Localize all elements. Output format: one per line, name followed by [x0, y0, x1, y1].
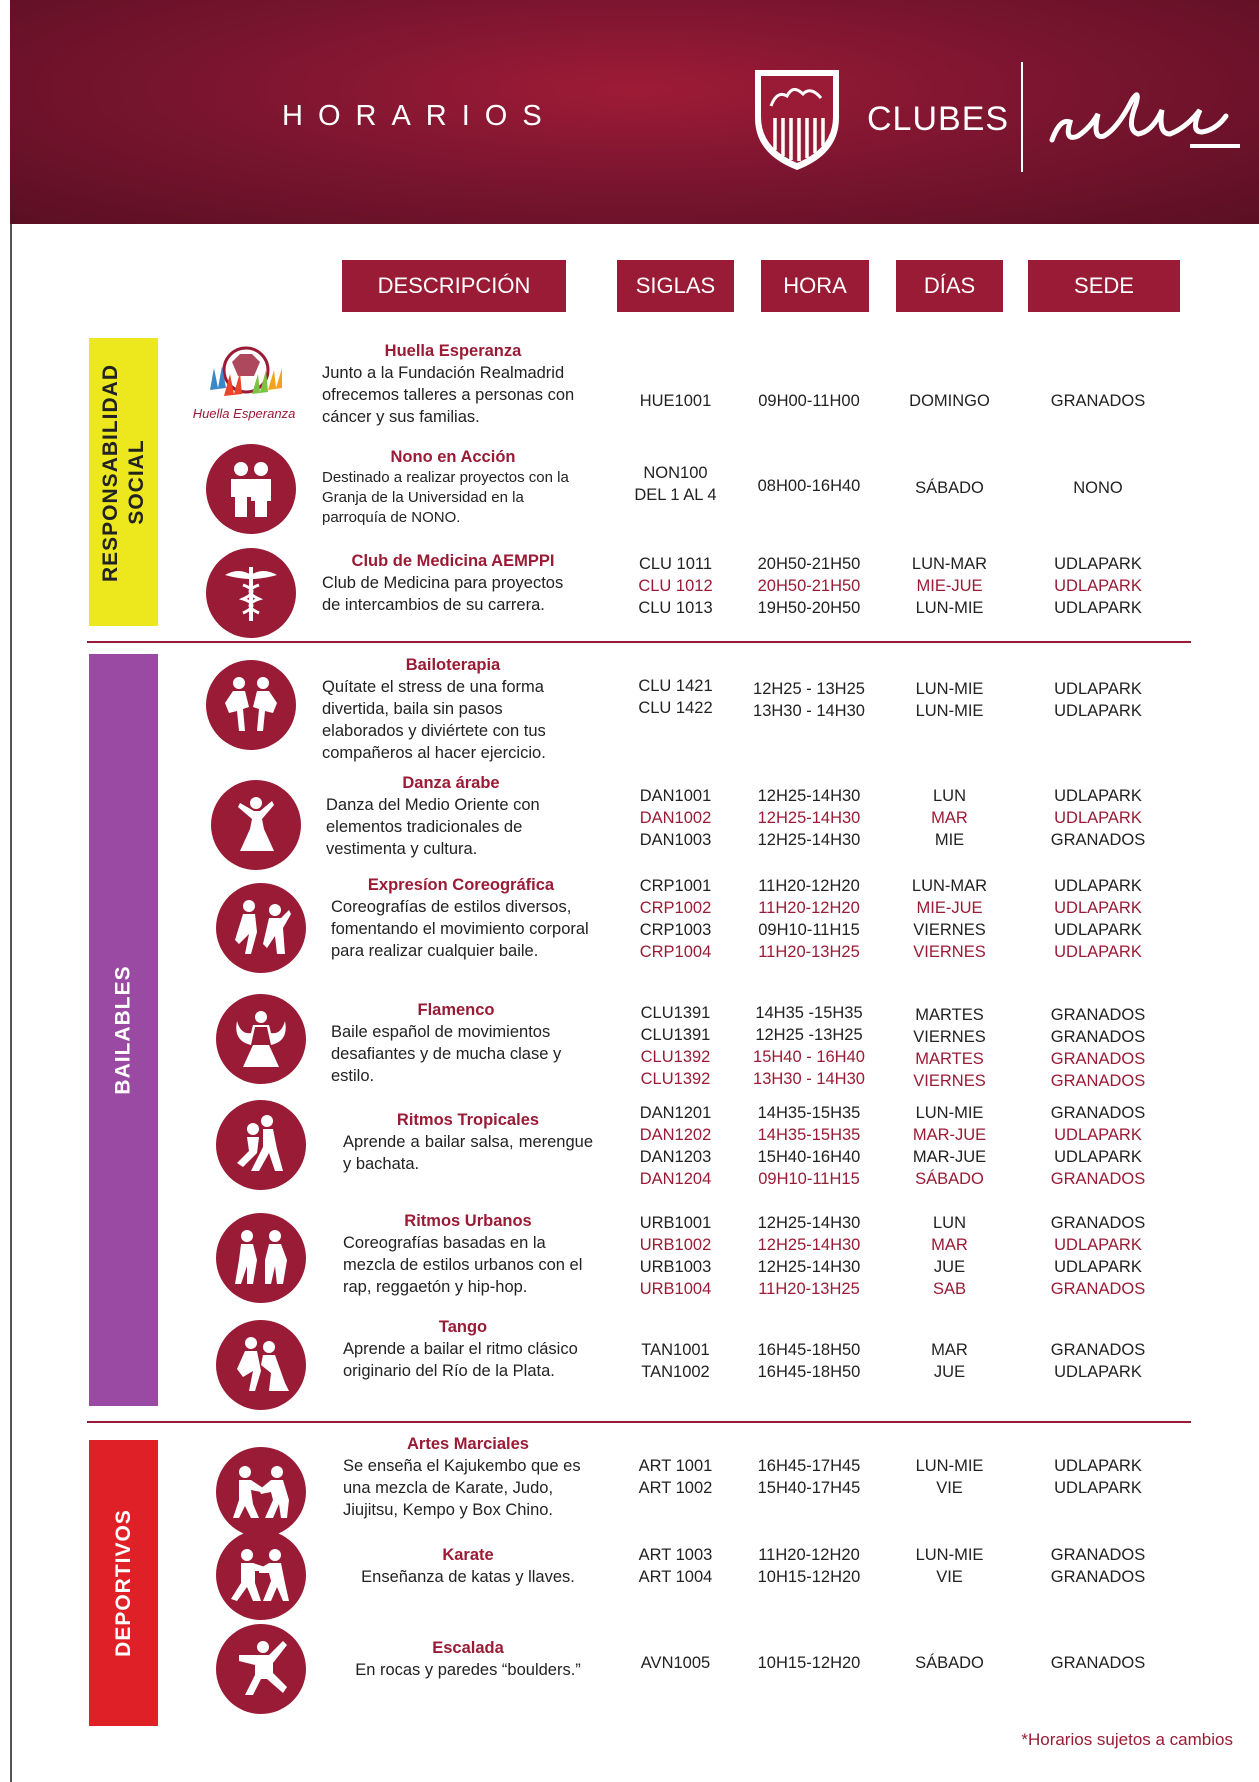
- dias-value: MAR: [931, 1341, 968, 1359]
- salsa-couple-icon: [216, 1100, 306, 1190]
- choreography-icon: [216, 883, 306, 973]
- cell-sede: [1028, 1652, 1168, 1674]
- people-icon: [206, 444, 296, 534]
- sede-value: UDLAPARK: [1054, 877, 1142, 895]
- cell-hora: [746, 1455, 872, 1499]
- hora-value: 20H50-21H50: [757, 555, 861, 573]
- sede-value: GRANADOS: [1050, 1028, 1146, 1046]
- siglas-value: CLU1391: [640, 1004, 711, 1022]
- hora-value: 09H10-11H15: [758, 1170, 860, 1188]
- siglas-value: DAN1002: [639, 809, 712, 827]
- dias-value: LUN-MIE: [915, 702, 984, 720]
- club-description: [343, 1316, 583, 1382]
- cell-siglas: [617, 1544, 734, 1588]
- cell-siglas: [617, 1652, 734, 1674]
- dias-value: LUN-MAR: [911, 555, 988, 573]
- siglas-value: CLU 1012: [638, 577, 713, 595]
- cell-dias: [896, 1544, 1003, 1588]
- club-text: En rocas y paredes “boulders.”: [355, 1661, 581, 1679]
- sede-value: GRANADOS: [1050, 1104, 1146, 1122]
- dias-value: SAB: [932, 1280, 967, 1298]
- dancers-icon: [206, 660, 296, 750]
- siglas-value: CLU1392: [640, 1070, 711, 1088]
- page-title: HORARIOS: [282, 100, 557, 132]
- category-label: DEPORTIVOS: [111, 1509, 135, 1657]
- club-text: Junto a la Fundación Realmadrid ofrecemos talleres a personas con cáncer y sus familias.: [322, 364, 575, 426]
- siglas-value: CLU1391: [640, 1026, 711, 1044]
- siglas-value: URB1003: [639, 1258, 712, 1276]
- siglas-value: DAN1201: [639, 1104, 712, 1122]
- hora-value: 14H35 -15H35: [755, 1004, 863, 1022]
- dias-value: LUN-MIE: [915, 599, 984, 617]
- club-description: [322, 446, 584, 528]
- karate-icon: [216, 1530, 306, 1620]
- clubes-label: CLUBES: [867, 100, 1010, 138]
- sede-value: GRANADOS: [1050, 1006, 1146, 1024]
- cell-siglas: [617, 1339, 734, 1383]
- hora-value: 12H25-14H30: [757, 809, 861, 827]
- hora-value: 11H20-12H20: [758, 877, 860, 895]
- dias-value: JUE: [933, 1363, 966, 1381]
- dias-value: SÁBADO: [915, 479, 984, 497]
- column-header-siglas: SIGLAS: [617, 260, 734, 312]
- dias-value: MAR-JUE: [912, 1148, 987, 1166]
- siglas-value: URB1004: [639, 1280, 712, 1298]
- category-deportivos: [89, 1440, 158, 1726]
- sede-value: UDLAPARK: [1054, 555, 1142, 573]
- hora-value: 15H40 - 16H40: [753, 1048, 865, 1066]
- siglas-value: DEL 1 AL 4: [634, 486, 717, 504]
- cell-dias: [896, 1102, 1003, 1190]
- urban-dancers-icon: [216, 1213, 306, 1303]
- hora-value: 09H00-11H00: [758, 392, 860, 410]
- dias-value: VIE: [936, 1479, 963, 1497]
- sede-value: GRANADOS: [1050, 1214, 1146, 1232]
- climbing-icon: [216, 1624, 306, 1714]
- cell-hora: [746, 1339, 872, 1383]
- cell-hora: [746, 678, 872, 722]
- belly-dancer-icon: [211, 780, 301, 870]
- hora-value: 12H25-14H30: [757, 831, 861, 849]
- sede-value: UDLAPARK: [1054, 1236, 1142, 1254]
- hora-value: 12H25-14H30: [757, 1258, 861, 1276]
- siglas-value: DAN1003: [639, 831, 712, 849]
- club-description: [326, 772, 576, 860]
- dias-value: SÁBADO: [915, 1654, 984, 1672]
- sede-value: UDLAPARK: [1054, 943, 1142, 961]
- cell-dias: [896, 1339, 1003, 1383]
- sede-value: GRANADOS: [1050, 392, 1146, 410]
- cell-sede: [1028, 1212, 1168, 1300]
- cell-hora: [746, 1544, 872, 1588]
- sede-value: NONO: [1073, 479, 1123, 497]
- sede-value: UDLAPARK: [1054, 1457, 1142, 1475]
- cell-siglas: [617, 1212, 734, 1300]
- cell-dias: [896, 875, 1003, 963]
- header-divider: [1021, 62, 1023, 172]
- footnote: *Horarios sujetos a cambios: [1021, 1730, 1233, 1749]
- sede-value: UDLAPARK: [1054, 921, 1142, 939]
- siglas-value: ART 1003: [638, 1546, 713, 1564]
- cell-hora: [746, 1652, 872, 1674]
- siglas-value: NON100: [643, 464, 708, 482]
- dias-value: MAR: [931, 1236, 968, 1254]
- dias-value: LUN-MIE: [915, 680, 984, 698]
- hora-value: 19H50-20H50: [757, 599, 861, 617]
- dias-value: VIERNES: [913, 1028, 986, 1046]
- cell-sede: [1028, 1004, 1168, 1092]
- sede-value: GRANADOS: [1050, 1280, 1146, 1298]
- cell-dias: [896, 1455, 1003, 1499]
- sede-value: UDLAPARK: [1054, 577, 1142, 595]
- club-text: Destinado a realizar proyectos con la Granja de la Universidad en la parroquía de NONO.: [322, 469, 569, 526]
- cell-sede: [1028, 1102, 1168, 1190]
- hora-value: 12H25 - 13H25: [753, 680, 865, 698]
- cell-siglas: [617, 785, 734, 851]
- cell-dias: [896, 390, 1003, 412]
- dias-value: LUN: [932, 1214, 966, 1232]
- hora-value: 13H30 - 14H30: [753, 702, 865, 720]
- column-header-sede: SEDE: [1028, 260, 1180, 312]
- dias-value: MAR: [931, 809, 968, 827]
- siglas-value: ART 1004: [638, 1568, 713, 1586]
- club-description: [343, 1109, 593, 1175]
- hora-value: 10H15-12H20: [757, 1568, 861, 1586]
- hora-value: 15H40-16H40: [757, 1148, 861, 1166]
- cell-sede: [1028, 1544, 1168, 1588]
- hora-value: 13H30 - 14H30: [753, 1070, 865, 1088]
- dias-value: LUN-MIE: [915, 1546, 984, 1564]
- udla-shield-logo: [747, 62, 847, 174]
- dias-value: MARTES: [915, 1050, 984, 1068]
- column-header-dias: DÍAS: [896, 260, 1003, 312]
- club-title: Bailoterapia: [405, 656, 501, 674]
- club-text: Coreografías de estilos diversos, fomentando el movimiento corporal para realizar cualquier baile.: [331, 898, 589, 960]
- huella-esperanza-logo: [188, 340, 300, 424]
- cell-sede: [1028, 390, 1168, 412]
- hora-value: 14H35-15H35: [757, 1104, 861, 1122]
- sede-value: GRANADOS: [1050, 1170, 1146, 1188]
- dias-value: VIE: [936, 1568, 963, 1586]
- club-description: [322, 654, 584, 764]
- sede-value: UDLAPARK: [1054, 680, 1142, 698]
- club-text: Aprende a bailar salsa, merengue y bachata.: [343, 1133, 593, 1173]
- cell-hora: [746, 785, 872, 851]
- club-text: Club de Medicina para proyectos de intercambios de su carrera.: [322, 574, 564, 614]
- cell-dias: [896, 1004, 1003, 1092]
- sede-value: UDLAPARK: [1054, 1148, 1142, 1166]
- club-title: Huella Esperanza: [384, 342, 522, 360]
- cell-dias: [896, 1212, 1003, 1300]
- siglas-value: TAN1002: [641, 1363, 710, 1381]
- cell-sede: [1028, 678, 1168, 722]
- club-title: Ritmos Tropicales: [396, 1111, 540, 1129]
- dias-value: LUN: [932, 787, 966, 805]
- sede-value: GRANADOS: [1050, 1654, 1146, 1672]
- cell-dias: [896, 678, 1003, 722]
- category-label: RESPONSABILIDAD SOCIAL: [98, 363, 148, 582]
- siglas-value: ART 1001: [638, 1457, 713, 1475]
- hora-value: 11H20-12H20: [758, 1546, 860, 1564]
- siglas-value: DAN1202: [639, 1126, 712, 1144]
- club-description: [331, 999, 581, 1087]
- club-description: [343, 1210, 593, 1298]
- club-text: Enseñanza de katas y llaves.: [361, 1568, 575, 1586]
- club-title: Escalada: [432, 1639, 504, 1657]
- club-title: Nono en Acción: [390, 448, 516, 466]
- hora-value: 11H20-12H20: [758, 899, 860, 917]
- hora-value: 15H40-17H45: [757, 1479, 861, 1497]
- club-text: Danza del Medio Oriente con elementos tradicionales de vestimenta y cultura.: [326, 796, 540, 858]
- hora-value: 11H20-13H25: [758, 943, 860, 961]
- tango-couple-icon: [216, 1320, 306, 1410]
- sede-value: GRANADOS: [1050, 1546, 1146, 1564]
- sede-value: GRANADOS: [1050, 1341, 1146, 1359]
- club-title: Expresíon Coreográfica: [367, 876, 555, 894]
- siglas-value: ART 1002: [638, 1479, 713, 1497]
- siglas-value: URB1002: [639, 1236, 712, 1254]
- dias-value: VIERNES: [913, 1072, 986, 1090]
- hora-value: 16H45-17H45: [757, 1457, 861, 1475]
- club-text: Coreografías basadas en la mezcla de estilos urbanos con el rap, reggaetón y hip-hop.: [343, 1234, 583, 1296]
- cell-siglas: [617, 1102, 734, 1190]
- dias-value: MAR-JUE: [912, 1126, 987, 1144]
- club-description: [343, 1637, 593, 1681]
- cell-dias: [896, 785, 1003, 851]
- dias-value: MIE: [934, 831, 965, 849]
- hora-value: 16H45-18H50: [757, 1341, 861, 1359]
- dias-value: VIERNES: [913, 943, 986, 961]
- sede-value: UDLAPARK: [1054, 1363, 1142, 1381]
- hora-value: 14H35-15H35: [757, 1126, 861, 1144]
- siglas-value: CRP1001: [639, 877, 712, 895]
- udla-logo: [1040, 70, 1250, 170]
- category-responsabilidad-social: [89, 338, 158, 626]
- club-title: Flamenco: [417, 1001, 495, 1019]
- sede-value: UDLAPARK: [1054, 809, 1142, 827]
- dias-value: MIE-JUE: [916, 577, 983, 595]
- cell-siglas: [617, 462, 734, 506]
- dias-value: DOMINGO: [909, 392, 990, 410]
- cell-sede: [1028, 553, 1168, 619]
- sede-value: GRANADOS: [1050, 1568, 1146, 1586]
- hora-value: 10H15-12H20: [757, 1654, 861, 1672]
- martial-arts-icon: [216, 1447, 306, 1537]
- sede-value: UDLAPARK: [1054, 702, 1142, 720]
- hora-value: 08H00-16H40: [757, 477, 861, 495]
- cell-hora: [746, 1102, 872, 1190]
- sede-value: UDLAPARK: [1054, 899, 1142, 917]
- siglas-value: DAN1001: [639, 787, 712, 805]
- siglas-value: DAN1203: [639, 1148, 712, 1166]
- sede-value: UDLAPARK: [1054, 599, 1142, 617]
- column-header-descripcion: DESCRIPCIÓN: [342, 260, 566, 312]
- cell-siglas: [617, 1455, 734, 1499]
- column-header-hora: HORA: [761, 260, 869, 312]
- siglas-value: TAN1001: [641, 1341, 710, 1359]
- siglas-value: AVN1005: [640, 1654, 711, 1672]
- huella-logo-text: Huella Esperanza: [192, 406, 296, 421]
- category-bailables: [89, 654, 158, 1406]
- dias-value: JUE: [933, 1258, 966, 1276]
- hora-value: 09H10-11H15: [758, 921, 860, 939]
- section-divider: [87, 1421, 1191, 1423]
- sede-value: UDLAPARK: [1054, 1258, 1142, 1276]
- club-text: Se enseña el Kajukembo que es una mezcla de Karate, Judo, Jiujitsu, Kempo y Box Chino.: [343, 1457, 581, 1519]
- club-description: [322, 340, 584, 428]
- club-text: Aprende a bailar el ritmo clásico originario del Río de la Plata.: [343, 1340, 578, 1380]
- club-title: Ritmos Urbanos: [404, 1212, 532, 1230]
- cell-siglas: [617, 553, 734, 619]
- cell-hora: [746, 875, 872, 963]
- club-description: [322, 550, 584, 616]
- club-title: Club de Medicina AEMPPI: [351, 552, 555, 570]
- siglas-value: CLU 1421: [638, 677, 713, 695]
- hora-value: 16H45-18H50: [757, 1363, 861, 1381]
- dias-value: MARTES: [915, 1006, 984, 1024]
- club-title: Danza árabe: [402, 774, 500, 792]
- cell-sede: [1028, 1455, 1168, 1499]
- club-text: Quítate el stress de una forma divertida, baila sin pasos elaborados y diviértete con tus compañeros al hacer ejercicio.: [322, 678, 546, 762]
- cell-hora: [746, 390, 872, 412]
- caduceus-icon: [206, 548, 296, 638]
- dias-value: LUN-MIE: [915, 1457, 984, 1475]
- cell-hora: [746, 1002, 872, 1090]
- hora-value: 12H25 -13H25: [755, 1026, 863, 1044]
- cell-siglas: [617, 675, 734, 719]
- sede-value: GRANADOS: [1050, 1072, 1146, 1090]
- sede-value: GRANADOS: [1050, 1050, 1146, 1068]
- cell-hora: [746, 553, 872, 619]
- cell-dias: [896, 477, 1003, 499]
- siglas-value: CLU 1011: [638, 555, 713, 573]
- hora-value: 12H25-14H30: [757, 1214, 861, 1232]
- siglas-value: CRP1002: [639, 899, 712, 917]
- sede-value: UDLAPARK: [1054, 787, 1142, 805]
- cell-dias: [896, 553, 1003, 619]
- cell-sede: [1028, 477, 1168, 499]
- club-title: Tango: [438, 1318, 488, 1336]
- siglas-value: URB1001: [639, 1214, 712, 1232]
- dias-value: LUN-MAR: [911, 877, 988, 895]
- dias-value: VIERNES: [913, 921, 986, 939]
- club-description: [343, 1433, 593, 1521]
- dias-value: SÁBADO: [915, 1170, 984, 1188]
- sede-value: UDLAPARK: [1054, 1479, 1142, 1497]
- cell-siglas: [617, 1002, 734, 1090]
- hora-value: 11H20-13H25: [758, 1280, 860, 1298]
- sede-value: GRANADOS: [1050, 831, 1146, 849]
- dias-value: LUN-MIE: [915, 1104, 984, 1122]
- siglas-value: CRP1004: [639, 943, 712, 961]
- cell-sede: [1028, 875, 1168, 963]
- hora-value: 20H50-21H50: [757, 577, 861, 595]
- club-description: [343, 1544, 593, 1588]
- hora-value: 12H25-14H30: [757, 1236, 861, 1254]
- siglas-value: HUE1001: [639, 392, 712, 410]
- siglas-value: CLU 1013: [638, 599, 713, 617]
- club-title: Artes Marciales: [407, 1435, 529, 1453]
- cell-sede: [1028, 785, 1168, 851]
- club-description: [331, 874, 591, 962]
- section-divider: [87, 641, 1191, 643]
- category-label: BAILABLES: [111, 965, 135, 1095]
- cell-sede: [1028, 1339, 1168, 1383]
- cell-hora: [746, 475, 872, 497]
- siglas-value: CLU 1422: [638, 699, 713, 717]
- siglas-value: CRP1003: [639, 921, 712, 939]
- siglas-value: DAN1204: [639, 1170, 712, 1188]
- header-banner: [10, 0, 1259, 224]
- hora-value: 12H25-14H30: [757, 787, 861, 805]
- cell-siglas: [617, 875, 734, 963]
- siglas-value: CLU1392: [640, 1048, 711, 1066]
- club-title: Karate: [442, 1546, 494, 1564]
- cell-dias: [896, 1652, 1003, 1674]
- cell-siglas: [617, 390, 734, 412]
- sede-value: UDLAPARK: [1054, 1126, 1142, 1144]
- dias-value: MIE-JUE: [916, 899, 983, 917]
- cell-hora: [746, 1212, 872, 1300]
- flamenco-icon: [216, 994, 306, 1084]
- club-text: Baile español de movimientos desafiantes y de mucha clase y estilo.: [331, 1023, 562, 1085]
